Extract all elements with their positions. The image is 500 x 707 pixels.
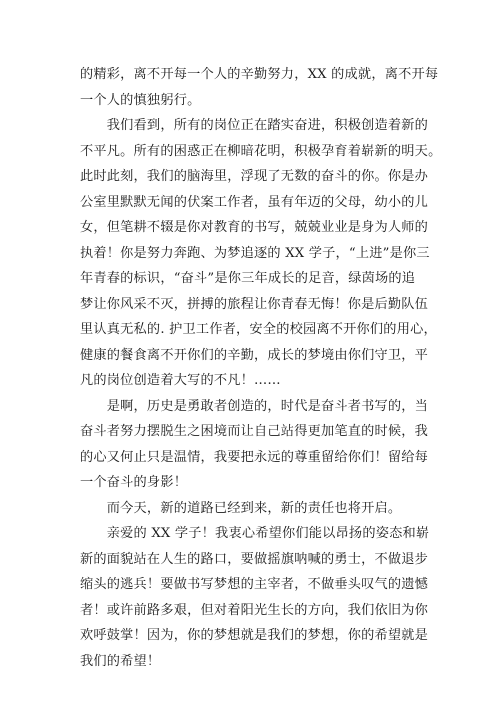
text-line: 执着！你是努力奔跑、为梦追逐的 XX 学子，“上进”是你三	[80, 245, 430, 261]
text-line: 一个奋斗的身影！	[80, 475, 188, 490]
text-line: 梦让你风采不灭，拼搏的旅程让你青春无悔！你是后勤队伍	[80, 296, 429, 312]
text-line: 公室里默默无闻的伏案工作者，虽有年迈的父母，幼小的儿	[80, 194, 429, 210]
paragraph-4	[80, 496, 430, 522]
paragraph-3	[80, 394, 430, 496]
paragraph-2	[80, 113, 442, 394]
text-line: 奋斗者努力摆脱生之困境而让自己站得更加笔直的时候，我	[80, 424, 429, 439]
text-line: 我们的希望！	[80, 653, 161, 669]
document-body	[80, 62, 442, 674]
text-line: 女，但笔耕不辍是你对教育的书写，兢兢业业是身为人师的	[80, 220, 429, 235]
text-line: 我们看到，所有的岗位正在踏实奋进，积极创造着新的	[80, 118, 429, 133]
text-line: 不平凡。所有的困惑正在柳暗花明，积极孕育着崭新的明天。	[80, 143, 442, 159]
paragraph-1	[80, 62, 439, 113]
text-line: 缩头的逃兵！要做书写梦想的主宰者，不做垂头叹气的遗憾	[80, 577, 429, 592]
text-line: 欢呼鼓掌！因为，你的梦想就是我们的梦想，你的希望就是	[80, 628, 429, 643]
text-line: 亲爱的 XX 学子！我衷心希望你们能以昂扬的姿态和崭	[80, 526, 430, 541]
text-line: 一个人的慎独躬行。	[80, 92, 201, 108]
text-line: 者！或许前路多艰，但对着阳光生长的方向，我们依旧为你	[80, 602, 429, 618]
text-line: 里认真无私的. 护卫工作者，安全的校园离不开你们的用心，	[80, 322, 437, 337]
text-line: 新的面貌站在人生的路口，要做摇旗呐喊的勇士，不做退步	[80, 551, 429, 567]
text-line: 此时此刻，我们的脑海里，浮现了无数的奋斗的你。你是办	[80, 169, 429, 184]
text-line: 而今天，新的道路已经到来，新的责任也将开启。	[80, 500, 402, 516]
text-line: 是啊，历史是勇敢者创造的，时代是奋斗者书写的，当	[80, 398, 429, 414]
paragraph-5	[80, 521, 430, 674]
text-line: 的心又何止只是温情，我要把永远的尊重留给你们！留给每	[80, 449, 429, 465]
text-line: 的精彩，离不开每一个人的辛勤努力，XX 的成就，离不开每	[80, 67, 439, 82]
text-line: 健康的餐食离不开你们的辛勤，成长的梦境由你们守卫，平	[80, 347, 429, 363]
text-line: 年青春的标识，“奋斗”是你三年成长的足音，绿茵场的追	[80, 271, 416, 286]
text-line: 凡的岗位创造着大写的不凡！……	[80, 373, 281, 388]
